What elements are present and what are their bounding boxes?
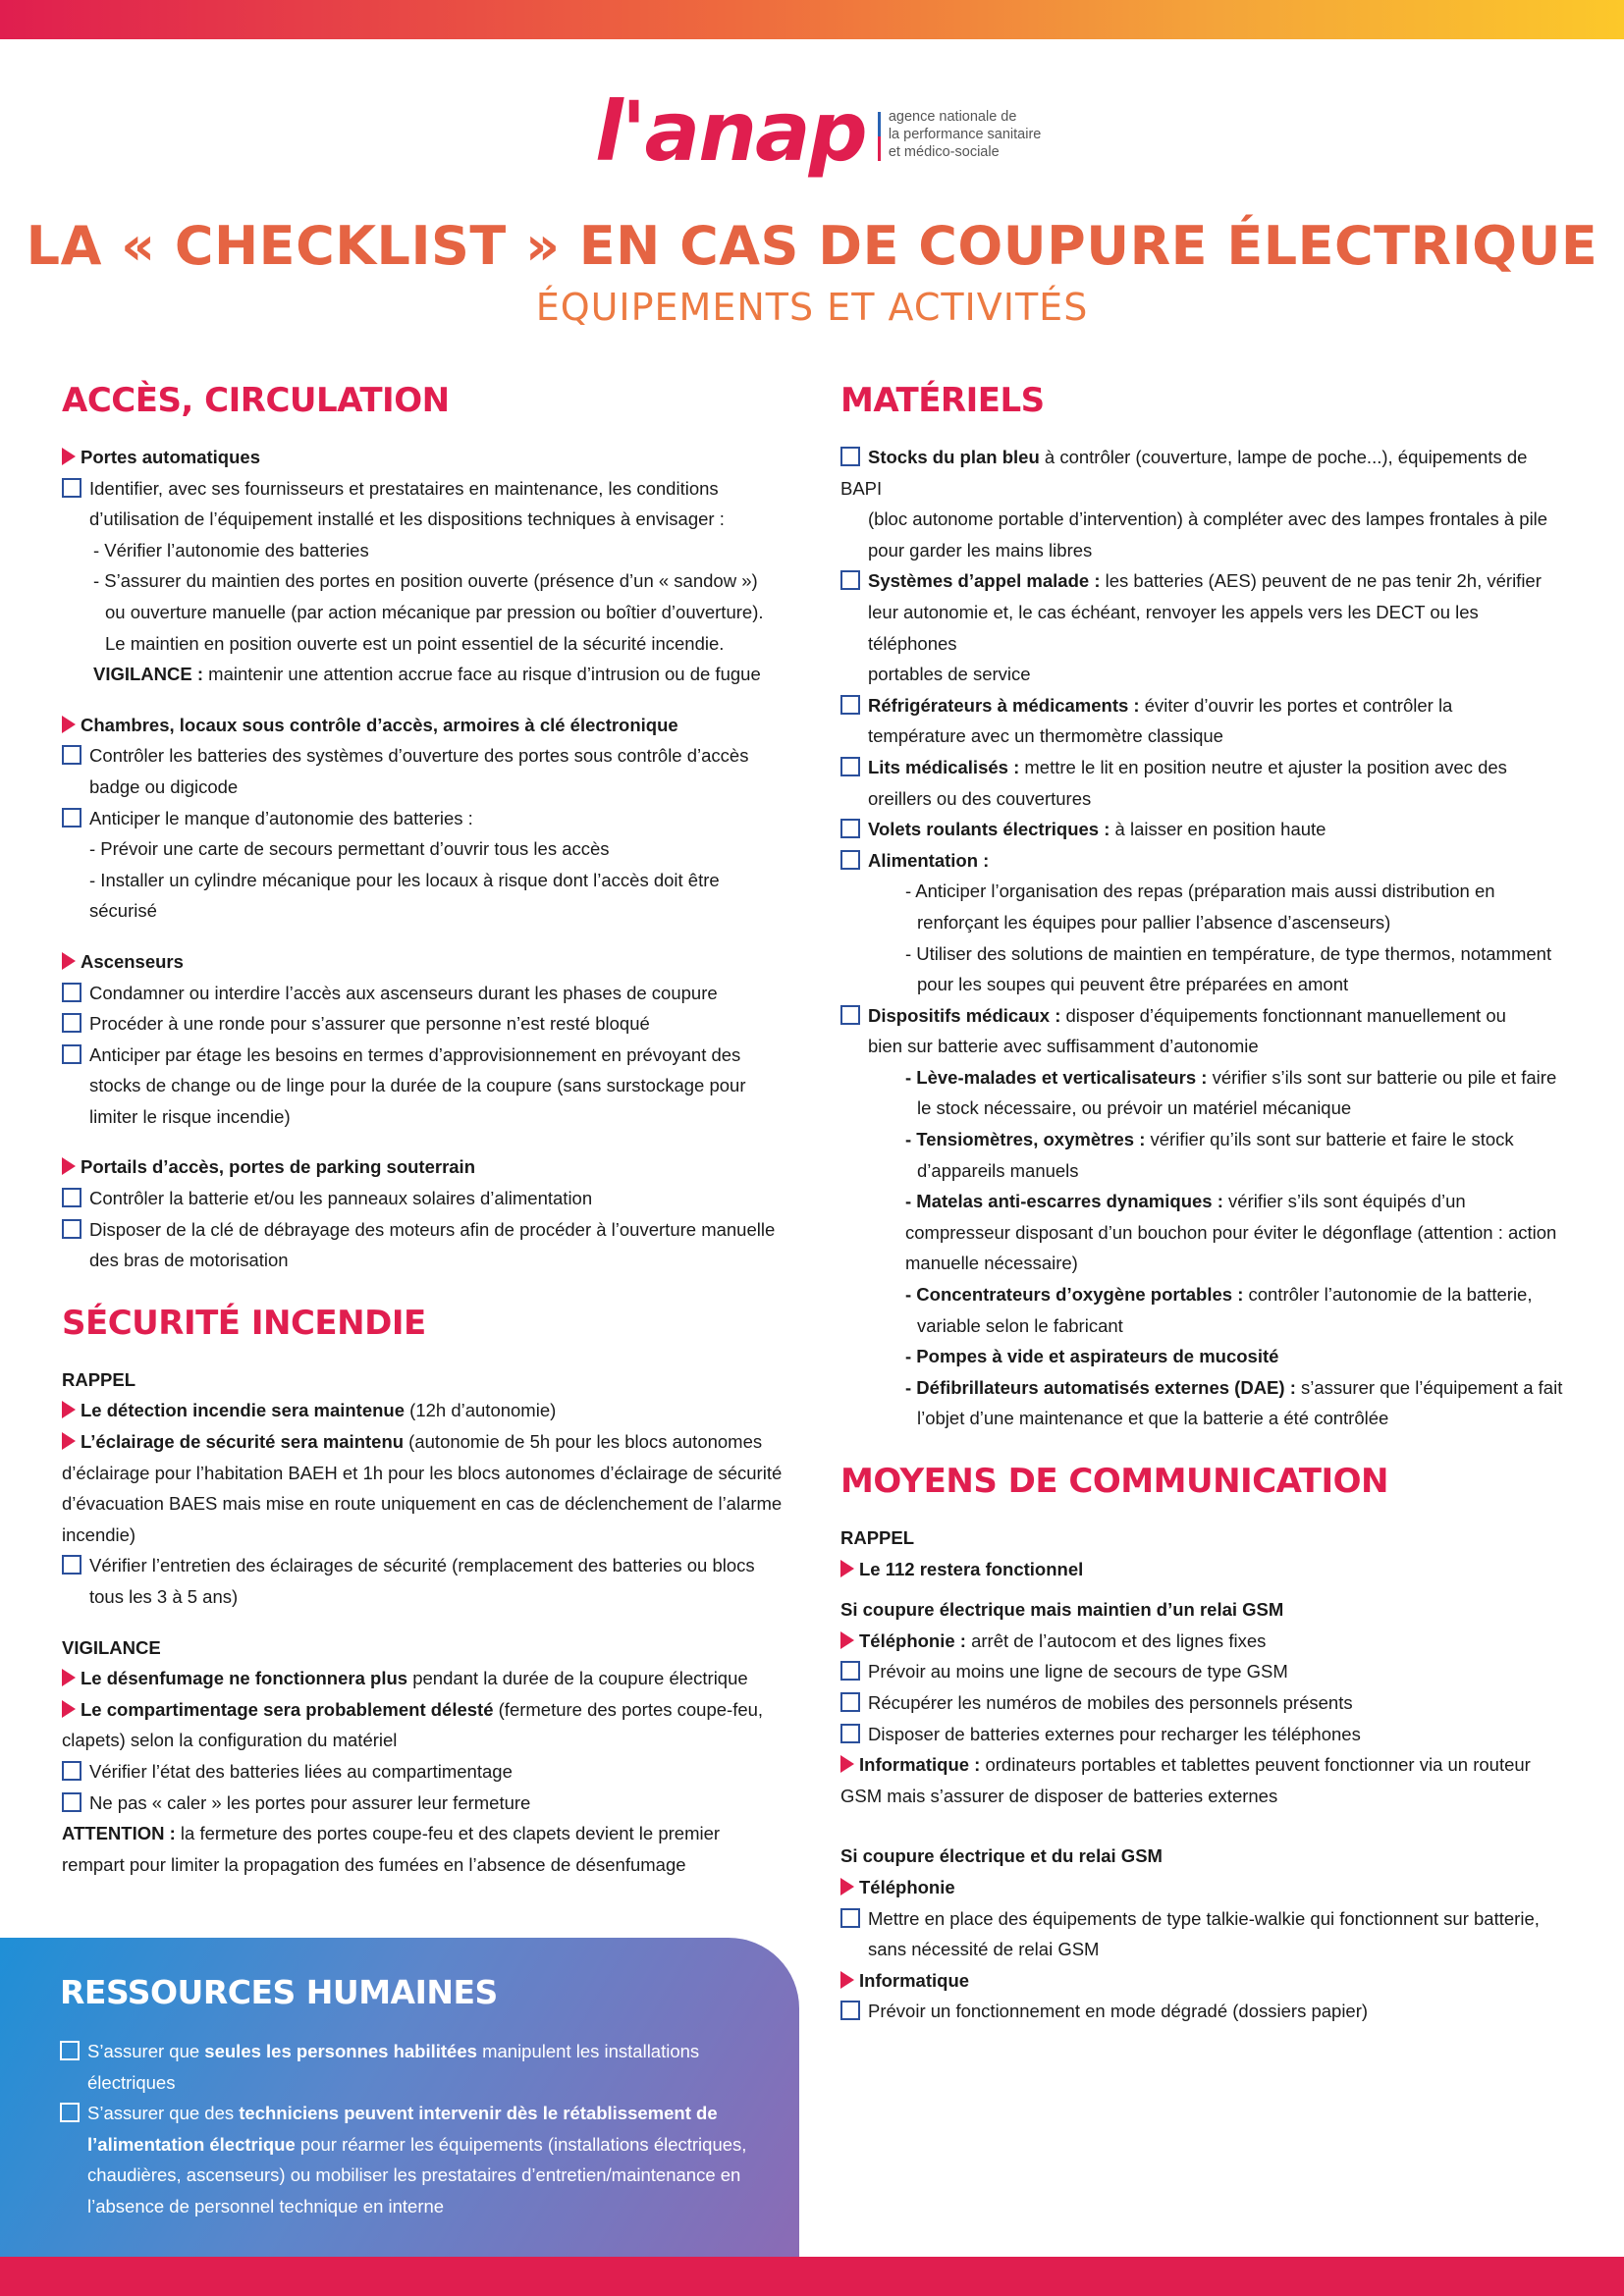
checkbox-icon[interactable] bbox=[62, 983, 81, 1002]
checklist-item[interactable]: S’assurer que des techniciens peuvent intervenir dès le rétablissement de bbox=[60, 2098, 767, 2129]
logo-separator bbox=[878, 112, 881, 161]
arrow-icon bbox=[62, 1700, 76, 1718]
checkbox-icon[interactable] bbox=[840, 1724, 860, 1743]
checklist-item[interactable]: Réfrigérateurs à médicaments : éviter d’ouvrir les portes et contrôler la bbox=[840, 690, 1567, 721]
checklist-item[interactable]: Lits médicalisés : mettre le lit en position neutre et ajuster la position avec des bbox=[840, 752, 1567, 783]
arrow-icon bbox=[840, 1560, 854, 1577]
arrow-icon bbox=[840, 1755, 854, 1773]
arrow-icon bbox=[62, 1669, 76, 1686]
section-heading-materiels: MATÉRIELS bbox=[840, 381, 1045, 420]
checklist-item[interactable]: Prévoir un fonctionnement en mode dégradé (dossiers papier) bbox=[840, 1996, 1567, 2027]
checkbox-icon[interactable] bbox=[840, 1661, 860, 1681]
left-column bbox=[62, 379, 788, 1880]
right-column bbox=[840, 379, 1567, 2027]
checklist-item[interactable]: Anticiper par étage les besoins en termes d’approvisionnement en prévoyant des bbox=[62, 1040, 788, 1071]
logo-wordmark: l'anap bbox=[595, 83, 866, 180]
checklist-item[interactable]: Disposer de la clé de débrayage des moteurs afin de procéder à l’ouverture manuelle bbox=[62, 1214, 788, 1246]
checkbox-icon[interactable] bbox=[62, 1555, 81, 1575]
checklist-item[interactable]: Anticiper le manque d’autonomie des batteries : bbox=[62, 803, 788, 834]
group-rh: S’assurer que seules les personnes habilitées manipulent les installations électriques S’assurer que des techniciens peuvent intervenir dès le rétablissement de l’alimentation électrique pour réarmer les équipements (installations électriques, chaudières, ascenseurs) ou mobiliser les prestataires d’entretien/maintenance en l’absence de personnel technique en interne bbox=[60, 2036, 767, 2222]
group-ascenseurs: Ascenseurs Condamner ou interdire l’accès aux ascenseurs durant les phases de coupure Procéder à une ronde pour s’assurer que personne n’est resté bloqué Anticiper par étage les besoins en termes d’approvisionnement en prévoyant des stocks de change ou de linge pour la durée de la coupure (sans surstockage pour limiter le risque incendie) bbox=[62, 946, 788, 1133]
checklist-item[interactable]: Vérifier l’entretien des éclairages de sécurité (remplacement des batteries ou blocs bbox=[62, 1550, 788, 1581]
arrow-icon bbox=[62, 1157, 76, 1175]
arrow-icon bbox=[62, 1432, 76, 1450]
checkbox-icon[interactable] bbox=[840, 850, 860, 870]
checkbox-icon[interactable] bbox=[840, 570, 860, 590]
section-heading-acces: ACCÈS, CIRCULATION bbox=[62, 381, 450, 420]
checklist-item[interactable]: Volets roulants électriques : à laisser en position haute bbox=[840, 814, 1567, 845]
checklist-item[interactable]: Récupérer les numéros de mobiles des personnels présents bbox=[840, 1687, 1567, 1719]
page-title: LA « CHECKLIST » EN CAS DE COUPURE ÉLECTRIQUE bbox=[26, 215, 1598, 277]
checkbox-icon[interactable] bbox=[60, 2041, 80, 2060]
checkbox-icon[interactable] bbox=[840, 757, 860, 776]
checklist-item[interactable]: Contrôler la batterie et/ou les panneaux solaires d’alimentation bbox=[62, 1183, 788, 1214]
checkbox-icon[interactable] bbox=[62, 1219, 81, 1239]
group-portails: Portails d’accès, portes de parking souterrain Contrôler la batterie et/ou les panneaux solaires d’alimentation Disposer de la clé de débrayage des moteurs afin de procéder à l’ouverture manuelle des bras de motorisation bbox=[62, 1151, 788, 1275]
checklist-item[interactable]: Procéder à une ronde pour s’assurer que personne n’est resté bloqué bbox=[62, 1008, 788, 1040]
checklist-item[interactable]: Prévoir au moins une ligne de secours de type GSM bbox=[840, 1656, 1567, 1687]
checklist-item[interactable]: Dispositifs médicaux : disposer d’équipements fonctionnant manuellement ou bbox=[840, 1000, 1567, 1032]
checklist-item[interactable]: Contrôler les batteries des systèmes d’ouverture des portes sous contrôle d’accès bbox=[62, 740, 788, 772]
anap-logo bbox=[595, 83, 1042, 180]
bottom-bar bbox=[0, 2257, 1624, 2296]
checkbox-icon[interactable] bbox=[62, 808, 81, 828]
page-subtitle: ÉQUIPEMENTS ET ACTIVITÉS bbox=[535, 286, 1089, 329]
checkbox-icon[interactable] bbox=[62, 745, 81, 765]
arrow-icon bbox=[840, 1971, 854, 1989]
checklist-item[interactable]: Ne pas « caler » les portes pour assurer leur fermeture bbox=[62, 1788, 788, 1819]
checkbox-icon[interactable] bbox=[840, 1692, 860, 1712]
checkbox-icon[interactable] bbox=[840, 1005, 860, 1025]
checklist-item[interactable]: Stocks du plan bleu à contrôler (couverture, lampe de poche...), équipements de BAPI bbox=[840, 447, 1528, 499]
checkbox-icon[interactable] bbox=[62, 1761, 81, 1781]
checklist-item[interactable]: Disposer de batteries externes pour recharger les téléphones bbox=[840, 1719, 1567, 1750]
arrow-icon bbox=[62, 716, 76, 733]
checkbox-icon[interactable] bbox=[840, 819, 860, 838]
checkbox-icon[interactable] bbox=[840, 447, 860, 466]
checkbox-icon[interactable] bbox=[62, 1044, 81, 1064]
top-gradient-bar bbox=[0, 0, 1624, 39]
section-heading-communication: MOYENS DE COMMUNICATION bbox=[840, 1462, 1388, 1501]
arrow-icon bbox=[840, 1631, 854, 1649]
arrow-icon bbox=[840, 1878, 854, 1896]
section-heading-rh: RESSOURCES HUMAINES bbox=[60, 1973, 498, 2011]
checkbox-icon[interactable] bbox=[840, 2001, 860, 2020]
checkbox-icon[interactable] bbox=[62, 478, 81, 498]
arrow-icon bbox=[62, 952, 76, 970]
checklist-item[interactable]: Mettre en place des équipements de type talkie-walkie qui fonctionnent sur batterie, bbox=[840, 1903, 1567, 1935]
checkbox-icon[interactable] bbox=[60, 2103, 80, 2122]
checkbox-icon[interactable] bbox=[840, 1908, 860, 1928]
vigilance-note: VIGILANCE : maintenir une attention accrue face au risque d’intrusion ou de fugue bbox=[93, 664, 761, 685]
checkbox-icon[interactable] bbox=[840, 695, 860, 715]
logo-tagline: agence nationale de la performance sanitaire et médico-sociale bbox=[888, 109, 1042, 160]
arrow-icon bbox=[62, 1401, 76, 1418]
checklist-item[interactable]: S’assurer que seules les personnes habilitées manipulent les installations bbox=[60, 2036, 767, 2067]
group-chambres: Chambres, locaux sous contrôle d’accès, armoires à clé électronique Contrôler les batteries des systèmes d’ouverture des portes sous contrôle d’accès badge ou digicode Anticiper le manque d’autonomie des batteries : - Prévoir une carte de secours permettant d’ouvrir tous les accès - Installer un cylindre mécanique pour les locaux à risque dont l’accès doit être sécurisé bbox=[62, 710, 788, 927]
group-materiels: Stocks du plan bleu à contrôler (couverture, lampe de poche...), équipements de BAPI (bloc autonome portable d’intervention) à compléter avec des lampes frontales à pile pour garder les mains libres Systèmes d’appel malade : les batteries (AES) peuvent de ne pas tenir 2h, vérifier leur autonomie et, le cas échéant, renvoyer les appels vers les DECT ou les téléphones portables de service Réfrigérateurs à médicaments : éviter d’ouvrir les portes et contrôler la température avec un thermomètre classique Lits médicalisés : mettre le lit en position neutre et ajuster la position avec des oreillers ou des couvertures Volets roulants électriques : à laisser en position haute Alimentation : - Anticiper l’organisation des repas (préparation mais aussi distribution en renforçant les équipes pour pallier l’absence d’ascenseurs) - Utiliser des solutions de maintien en température, de type thermos, notamment pour les soupes qui peuvent être préparées en amont Dispositifs médicaux : disposer d’équipements fonctionnant manuellement ou bien sur batterie avec suffisamment d’autonomie - Lève-malades et verticalisateurs : vérifier s’ils sont sur batterie ou pile et faire le stock nécessaire, ou prévoir un matériel mécanique - Tensiomètres, oxymètres : vérifier qu’ils sont sur batterie et faire le stock d’appareils manuels - Matelas anti-escarres dynamiques : vérifier s’ils sont équipés d’un compresseur disposant d’un bouchon pour éviter le dégonflage (attention : action manuelle nécessaire) - Concentrateurs d’oxygène portables : contrôler l’autonomie de la batterie, variable selon le fabricant - Pompes à vide et aspirateurs de mucosité - Défibrillateurs automatisés externes (DAE) : s’assurer que l’équipement a fait l’objet d’une maintenance et que la batterie a été contrôlée bbox=[840, 442, 1567, 1434]
checklist-item[interactable]: Condamner ou interdire l’accès aux ascenseurs durant les phases de coupure bbox=[62, 978, 788, 1009]
checkbox-icon[interactable] bbox=[62, 1188, 81, 1207]
group-incendie: RAPPEL Le détection incendie sera maintenue (12h d’autonomie) L’éclairage de sécurité sera maintenu (autonomie de 5h pour les blocs autonomes d’éclairage pour l’habitation BAEH et 1h pour les blocs autonomes d’éclairage de sécurité d’évacuation BAES mais mise en route uniquement en cas de déclenchement de l’alarme incendie) Vérifier l’entretien des éclairages de sécurité (remplacement des batteries ou blocs tous les 3 à 5 ans) VIGILANCE Le désenfumage ne fonctionnera plus pendant la durée de la coupure électrique Le compartimentage sera probablement délesté (fermeture des portes coupe-feu, clapets) selon la configuration du matériel Vérifier l’état des batteries liées au compartimentage Ne pas « caler » les portes pour assurer leur fermeture ATTENTION : la fermeture des portes coupe-feu et des clapets devient le premier rempart pour limiter la propagation des fumées en l’absence de désenfumage bbox=[62, 1364, 788, 1881]
checkbox-icon[interactable] bbox=[62, 1013, 81, 1033]
checklist-item[interactable]: Alimentation : bbox=[840, 845, 1567, 877]
checkbox-icon[interactable] bbox=[62, 1792, 81, 1812]
group-portes-automatiques: Portes automatiques Identifier, avec ses fournisseurs et prestataires en maintenance, les conditions d’utilisation de l’équipement installé et les dispositions techniques à envisager : - Vérifier l’autonomie des batteries - S’assurer du maintien des portes en position ouverte (présence d’un « sandow ») ou ouverture manuelle (par action mécanique par pression ou boîtier d’ouverture). Le maintien en position ouverte est un point essentiel de la sécurité incendie. VIGILANCE : maintenir une attention accrue face au risque d’intrusion ou de fugue bbox=[62, 442, 788, 690]
checklist-item[interactable]: Vérifier l’état des batteries liées au compartimentage bbox=[62, 1756, 788, 1788]
checklist-item[interactable]: Systèmes d’appel malade : les batteries (AES) peuvent de ne pas tenir 2h, vérifier bbox=[840, 565, 1567, 597]
attention-note: ATTENTION : la fermeture des portes coupe-feu et des clapets devient le premier bbox=[62, 1823, 721, 1844]
section-heading-incendie: SÉCURITÉ INCENDIE bbox=[62, 1303, 426, 1343]
arrow-icon bbox=[62, 448, 76, 465]
group-communication: RAPPEL Le 112 restera fonctionnel Si coupure électrique mais maintien d’un relai GSM Téléphonie : arrêt de l’autocom et des lignes fixes Prévoir au moins une ligne de secours de type GSM Récupérer les numéros de mobiles des personnels présents Disposer de batteries externes pour recharger les téléphones Informatique : ordinateurs portables et tablettes peuvent fonctionner via un routeur GSM mais s’assurer de disposer de batteries externes Si coupure électrique et du relai GSM Téléphonie Mettre en place des équipements de type talkie-walkie qui fonctionnent sur batterie, sans nécessité de relai GSM Informatique Prévoir un fonctionnement en mode dégradé (dossiers papier) bbox=[840, 1522, 1567, 2027]
checklist-item[interactable]: Identifier, avec ses fournisseurs et prestataires en maintenance, les conditions bbox=[62, 473, 788, 505]
